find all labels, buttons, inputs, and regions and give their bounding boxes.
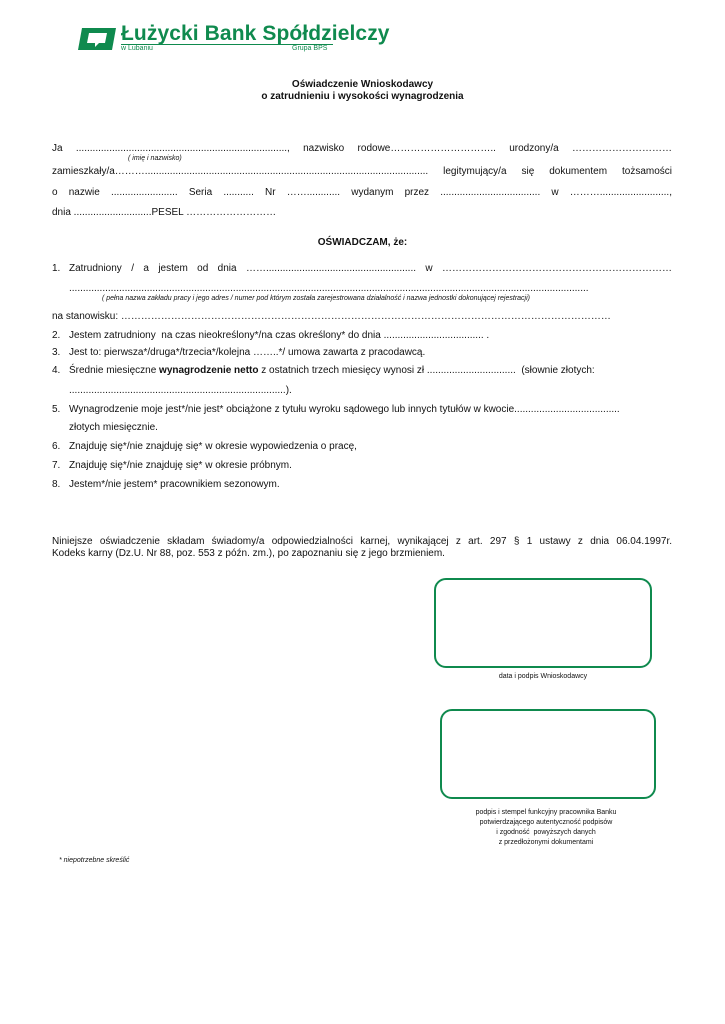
personal-line-3: o nazwie ........................ Seria ........... Nr ……............ wydanym przez .................................... w ………........................., <box>52 187 672 198</box>
footnote: * niepotrzebne skreślić <box>59 857 130 864</box>
item-1-company-line: ........................................................................................................................................................................................... <box>69 283 589 294</box>
personal-line-4: dnia ............................PESEL ……………………… <box>52 207 277 218</box>
item-number: 7. <box>52 460 61 471</box>
item-8-text: Jestem*/nie jestem* pracownikiem sezonowym. <box>69 479 280 490</box>
bank-name: Łużycki Bank Spółdzielczy <box>121 22 390 45</box>
item-1-company-hint: ( pełna nazwa zakładu pracy i jego adres / numer pod którym została zarejestrowana działalność i nazwa jednostki dokonującej rejestracji) <box>102 295 530 302</box>
item-number: 3. <box>52 347 61 358</box>
applicant-signature-caption: data i podpis Wnioskodawcy <box>498 673 588 680</box>
bank-signature-caption-3: i zgodność powyższych danych <box>496 829 596 836</box>
liability-line-1: Niniejsze oświadczenie składam świadomy/a odpowiedzialności karnej, wynikającej z art. 297 § 1 ustawy z dnia 06.04.1997r. <box>52 536 672 547</box>
bank-signature-caption-1: podpis i stempel funkcyjny pracownika Banku <box>475 809 617 816</box>
bank-signature-box[interactable] <box>440 709 656 799</box>
item-2-text: Jestem zatrudniony na czas nieokreślony*/na czas określony* do dnia .................................... . <box>69 330 490 341</box>
item-4-words-line: ..............................................................................). <box>69 385 295 396</box>
item-4-text-bold: wynagrodzenie netto <box>159 365 259 376</box>
doc-title-line2: o zatrudnieniu i wysokości wynagrodzenia <box>261 91 464 102</box>
bank-signature-caption-2: potwierdzającego autentyczność podpisów <box>479 819 613 826</box>
item-3-text: Jest to: pierwsza*/druga*/trzecia*/kolejna ……..*/ umowa zawarta z pracodawcą. <box>69 347 426 358</box>
item-1-position-line: na stanowisku: ………………………………………………………………………………………………………………………………… <box>52 311 611 322</box>
item-number: 5. <box>52 404 61 415</box>
bank-signature-caption-4: z przedłożonymi dokumentami <box>498 839 594 846</box>
doc-title-line1: Oświadczenie Wnioskodawcy <box>291 79 434 90</box>
bank-group: Grupa BPS <box>292 45 328 52</box>
item-number: 4. <box>52 365 61 376</box>
item-7-text: Znajduję się*/nie znajduję się* w okresie próbnym. <box>69 460 292 471</box>
personal-hint-name: ( imię i nazwisko) <box>128 155 182 162</box>
liability-line-2: Kodeks karny (Dz.U. Nr 88, poz. 553 z późn. zm.), po zapoznaniu się z jego brzmieniem. <box>52 548 445 559</box>
bank-logo-icon <box>78 26 118 52</box>
personal-line-1: Ja ............................................................................, nazwisko rodowe………………………….. urodzony/a ………………………… <box>52 143 672 154</box>
declare-heading: OŚWIADCZAM, że: <box>317 237 408 248</box>
item-number: 1. <box>52 263 61 274</box>
personal-line-2: zamieszkały/a………...................................................................................................... legitymujący/a się dokumentem tożsamości <box>52 166 672 177</box>
item-number: 2. <box>52 330 61 341</box>
item-1-text: Zatrudniony / a jestem od dnia ……...................................................... w …………………………………………………………… <box>69 263 672 274</box>
item-5-text: Wynagrodzenie moje jest*/nie jest* obciążone z tytułu wyroku sądowego lub innych tytułów w kwocie...................................... <box>69 404 620 415</box>
item-5-cont: złotych miesięcznie. <box>69 422 158 433</box>
item-4-text-c: z ostatnich trzech miesięcy wynosi zł ................................ (słownie złotych: <box>258 365 595 376</box>
item-4-text-a: Średnie miesięczne <box>69 365 160 376</box>
item-number: 8. <box>52 479 61 490</box>
item-6-text: Znajduję się*/nie znajduję się* w okresie wypowiedzenia o pracę, <box>69 441 357 452</box>
item-number: 6. <box>52 441 61 452</box>
item-4-text <box>69 365 595 376</box>
applicant-signature-box[interactable] <box>434 578 652 668</box>
bank-subtitle: w Lubaniu <box>121 45 153 52</box>
